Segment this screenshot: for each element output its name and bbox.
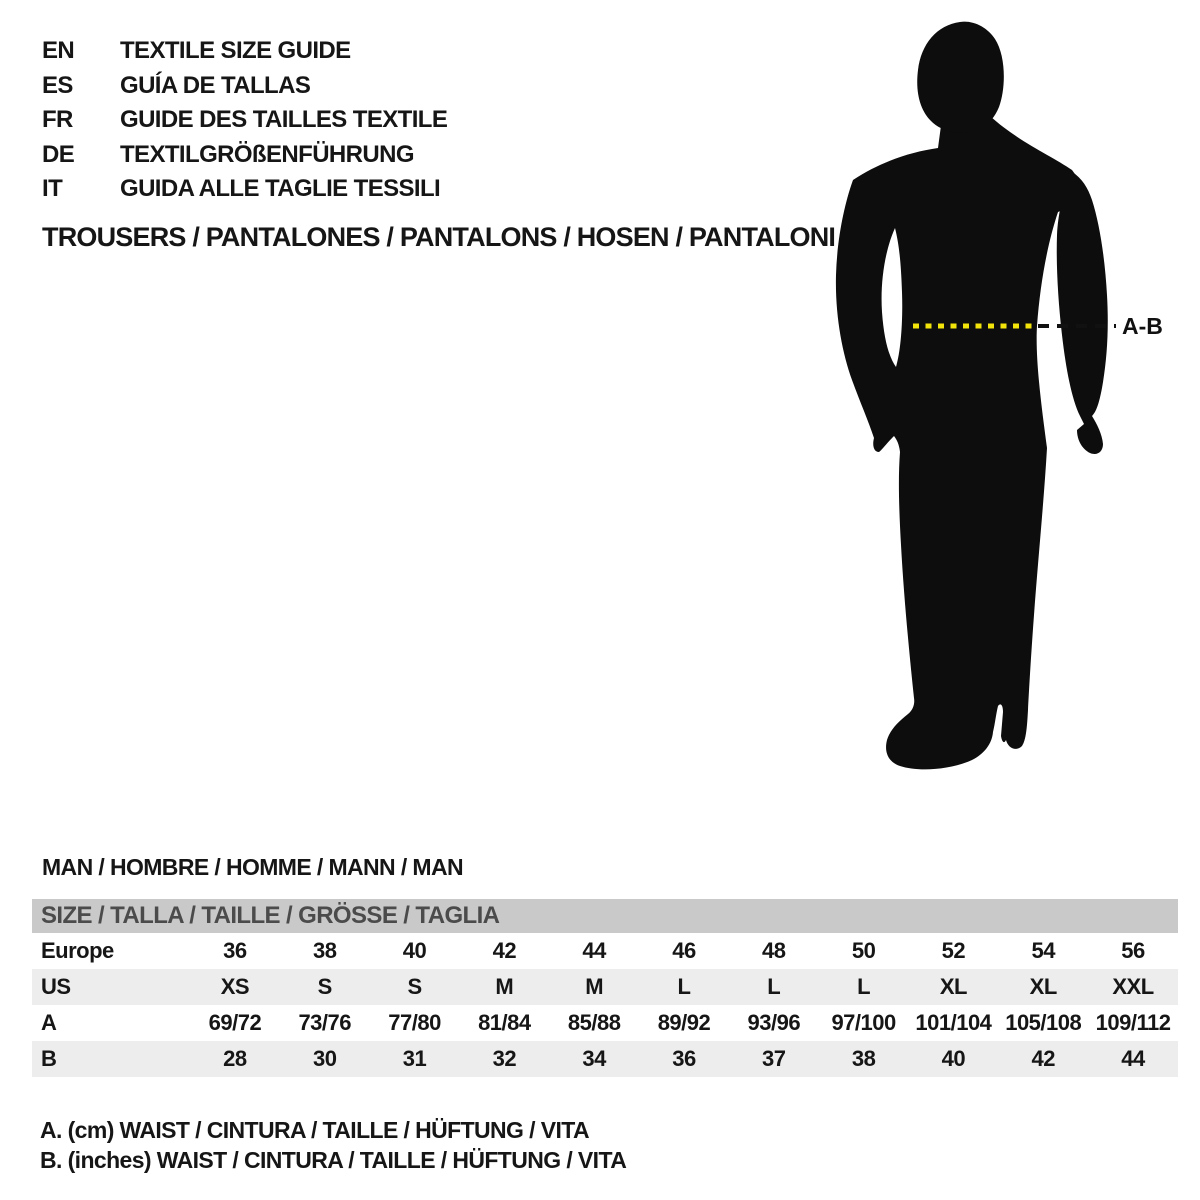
measurement-notes [40,1115,626,1175]
silhouette-body [836,114,1085,769]
section-heading-man: MAN / HOMBRE / HOMME / MANN / MAN [42,854,464,880]
language-list [42,34,447,207]
language-title: TEXTILGRÖßENFÜHRUNG [120,140,414,168]
table-cell: 40 [941,1046,966,1071]
waist-measure-label: A-B [1122,313,1163,339]
table-row [32,1005,1178,1041]
table-cell: 52 [941,938,966,963]
table-cell: 28 [223,1046,247,1071]
table-cell: 32 [492,1046,517,1071]
table-cell: 54 [1031,938,1055,963]
table-cell: 44 [1121,1046,1145,1071]
table-cell: 101/104 [915,1010,992,1035]
man-silhouette-figure [800,0,1200,800]
table-cell: 85/88 [567,1010,621,1035]
table-cell: 42 [492,938,517,963]
language-row [42,138,447,173]
table-cell: 48 [762,938,786,963]
table-cell: S [317,974,332,999]
measurement-note: A. (cm) WAIST / CINTURA / TAILLE / HÜFTUNG / VITA [40,1117,589,1143]
table-cell: 109/112 [1095,1010,1171,1035]
garment-heading: TROUSERS / PANTALONES / PANTALONS / HOSEN / PANTALONI [42,222,836,252]
size-table-rows [32,933,1178,1077]
man-silhouette-svg [800,0,1200,800]
table-cell: M [495,974,514,999]
table-cell: 81/84 [478,1010,531,1035]
table-cell: 105/108 [1005,1010,1082,1035]
language-row [42,34,447,69]
size-table-header: SIZE / TALLA / TAILLE / GRÖSSE / TAGLIA [32,899,1178,933]
language-code: IT [42,175,63,203]
table-row-label: US [41,974,71,999]
table-cell: 44 [582,938,606,963]
language-title: GUÍA DE TALLAS [120,71,311,99]
table-cell: XL [1029,974,1057,999]
table-row-label: Europe [41,938,114,963]
table-cell: 38 [312,938,337,963]
table-cell: 38 [851,1046,876,1071]
table-cell: L [857,974,871,999]
table-row [32,933,1178,969]
language-row [42,103,447,138]
silhouette-right-arm [1057,172,1108,454]
silhouette-head [917,22,1004,133]
table-cell: 40 [402,938,427,963]
table-row [32,1041,1178,1077]
table-cell: 30 [312,1046,337,1071]
language-title: GUIDA ALLE TAGLIE TESSILI [120,175,441,203]
table-cell: 69/72 [208,1010,262,1035]
table-row-label: B [41,1046,57,1071]
language-code: DE [42,140,75,168]
table-cell: XL [939,974,967,999]
table-cell: 93/96 [747,1010,801,1035]
table-row [32,969,1178,1005]
table-cell: 46 [672,938,696,963]
table-cell: 37 [762,1046,786,1071]
table-cell: 42 [1031,1046,1055,1071]
table-cell: L [677,974,691,999]
table-cell: 77/80 [388,1010,441,1035]
table-cell: 97/100 [831,1010,896,1035]
table-cell: XS [220,974,250,999]
language-code: ES [42,71,73,99]
measurement-note: B. (inches) WAIST / CINTURA / TAILLE / HÜFTUNG / VITA [40,1147,627,1173]
table-cell: 89/92 [657,1010,711,1035]
table-row-label: A [41,1010,57,1035]
language-title: TEXTILE SIZE GUIDE [120,37,351,65]
table-cell: 50 [851,938,876,963]
table-cell: 36 [223,938,247,963]
language-code: EN [42,37,75,65]
language-code: FR [42,106,73,134]
table-cell: 36 [672,1046,696,1071]
size-table [32,899,1178,1077]
table-cell: 31 [402,1046,427,1071]
table-cell: 34 [582,1046,606,1071]
table-cell: S [407,974,422,999]
language-row [42,172,447,207]
table-cell: L [767,974,781,999]
table-cell: M [585,974,604,999]
table-cell: XXL [1112,974,1154,999]
table-cell: 73/76 [298,1010,351,1035]
table-cell: 56 [1121,938,1145,963]
language-title: GUIDE DES TAILLES TEXTILE [120,106,448,134]
language-row [42,69,447,104]
